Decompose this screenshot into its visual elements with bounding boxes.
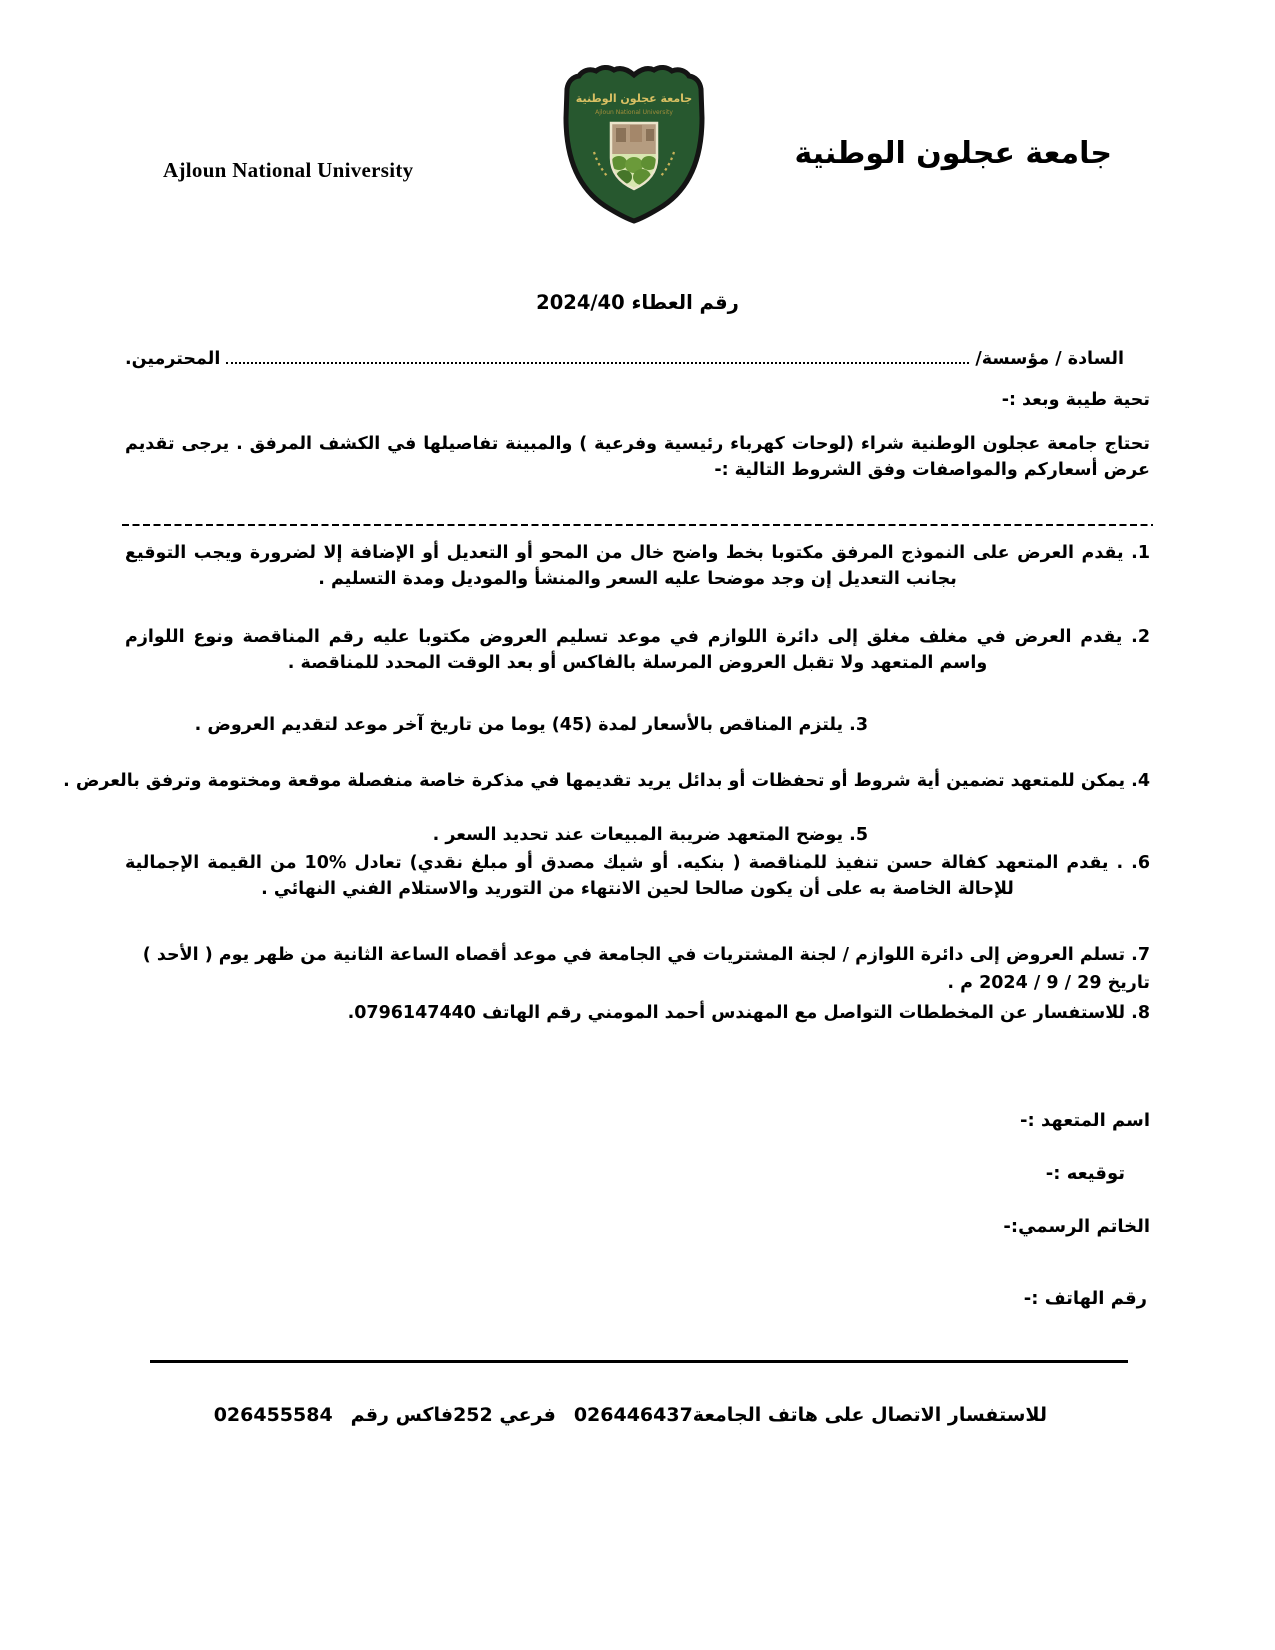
term-4: 4. يمكن للمتعهد تضمين أية شروط أو تحفظات أو بدائل يريد تقديمها في مذكرة خاصة منفصلة موقعة ومختومة وترفق بالعرض . [63,771,1150,791]
term-8: 8. للاستفسار عن المخططات التواصل مع المهندس أحمد المومني رقم الهاتف 0796147440. [347,1003,1150,1023]
term-1: 1. يقدم العرض على النموذج المرفق مكتوبا بخط واضح خال من المحو أو التعديل أو الإضافة إلا لضرورة ويجب التوقيع بجانب التعديل إن وجد موضحا عليه السعر والمنشأ والموديل ومدة التسليم . [125,543,1150,589]
term-7-date-line: تاريخ 29 / 9 / 2024 م . [947,973,1150,993]
addressee-line [125,349,1150,369]
footer-fax-number: 026455584 [213,1404,333,1426]
intro-paragraph: تحتاج جامعة عجلون الوطنية شراء (لوحات كهرباء رئيسية وفرعية ) والمبينة تفاصيلها في الكشف المرفق . يرجى تقديم عرض أسعاركم والمواصفات وفق الشروط التالية :- [125,434,1150,480]
term-6: 6. . يقدم المتعهد كفالة حسن تنفيذ للمناقصة ( بنكيه. أو شيك مصدق أو مبلغ نقدي) تعادل %10 من القيمة الإجمالية للإحالة الخاصة به على أن يكون صالحا لحين الانتهاء من التوريد والاستلام الفني النهائي . [125,853,1150,899]
footer-fax-label: فاكس رقم [350,1404,454,1426]
signature-label: توقيعه :- [1045,1163,1125,1184]
footer-fax-group [214,1404,453,1426]
term-7-text: 7. تسلم العروض إلى دائرة اللوازم / لجنة المشتريات في الجامعة في موعد أقصاه الساعة الثانية من ظهر يوم ( الأحد ) [142,945,1150,965]
footer-phone-group [453,1404,693,1426]
footer-inquiry-text: للاستفسار الاتصال على هاتف الجامعة [692,1404,1047,1426]
dashed-separator [122,524,1153,526]
term-3: 3. يلتزم المناقص بالأسعار لمدة (45) يوما من تاريخ آخر موعد لتقديم العروض . [194,715,868,735]
university-name-english: Ajloun National University [163,158,414,182]
footer-phone-number: 026446437 [573,1404,693,1426]
footer-extension: فرعي 252 [453,1404,556,1426]
addressee-prefix: السادة / مؤسسة/ [975,349,1124,369]
university-logo [556,62,712,228]
tender-number-line: رقم العطاء 2024/40 [536,291,739,314]
dotted-fill-line [226,362,969,364]
contractor-name-label: اسم المتعهد :- [1020,1110,1150,1131]
university-logo-shield-icon [556,62,712,228]
greeting-line: تحية طيبة وبعد :- [1001,390,1150,410]
term-7 [125,942,1150,996]
term-2: 2. يقدم العرض في مغلف مغلق إلى دائرة اللوازم في موعد تسليم العروض مكتوبا عليه رقم المناقصة ونوع اللوازم واسم المتعهد ولا تقبل العروض المرسلة بالفاكس أو بعد الوقت المحدد للمناقصة . [125,627,1150,673]
addressee-honorific: المحترمين. [125,349,221,369]
logo-arabic-label: جامعة عجلون الوطنية [575,92,693,105]
phone-number-label: رقم الهاتف :- [1023,1288,1147,1309]
footer-contact-line [213,1404,1047,1426]
university-name-arabic: جامعة عجلون الوطنية [794,136,1112,171]
term-5: 5. يوضح المتعهد ضريبة المبيعات عند تحديد السعر . [432,825,868,845]
logo-english-label: Ajloun National University [595,109,673,116]
footer-divider-line [150,1360,1128,1363]
official-stamp-label: الخاتم الرسمي:- [1003,1216,1150,1237]
